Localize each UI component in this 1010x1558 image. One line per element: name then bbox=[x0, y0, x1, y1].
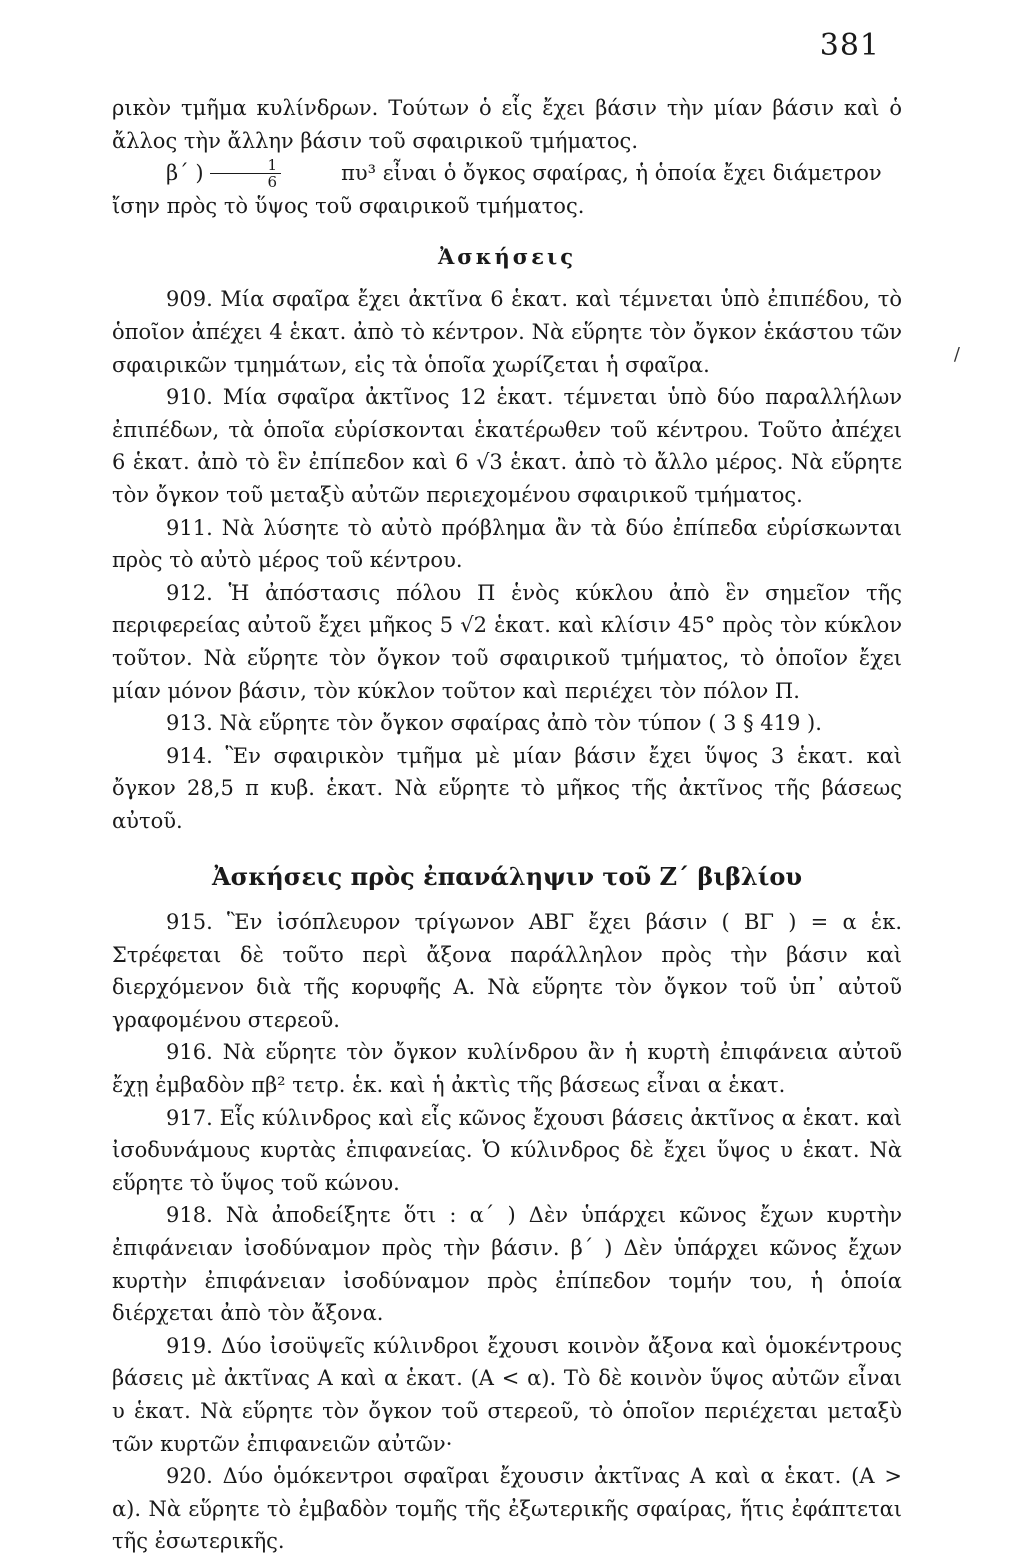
exercise-912: 912. Ἡ ἀπόστασις πόλου Π ἑνὸς κύκλου ἀπὸ ἓν σημεῖον τῆς περιφερείας αὐτοῦ ἔχει μῆκος 5 √2 ἑκατ. καὶ κλίσιν 45° πρὸς τὸν κύκλον τοῦτον. Νὰ εὕρητε τὸν ὄγκον τοῦ σφαιρικοῦ τμήματος, τὸ ὁποῖον ἔχει μίαν μόνον βάσιν, τὸν κύκλον τοῦτον καὶ περιέχει τὸν πόλον Π. bbox=[112, 580, 902, 703]
fraction-numerator: 1 bbox=[210, 157, 282, 174]
beta-line bbox=[112, 157, 902, 190]
margin-mark: / bbox=[953, 344, 960, 365]
exercise-918: 918. Νὰ ἀποδείξητε ὅτι : α΄ ) Δὲν ὑπάρχει κῶνος ἔχων κυρτὴν ἐπιφάνειαν ἰσοδύναμον πρὸς τὴν βάσιν. β΄ ) Δὲν ὑπάρχει κῶνος ἔχων κυρτὴν ἐπιφάνειαν ἰσοδύναμον πρὸς ἐπίπεδον τομήν του, ἡ ὁποία διέρχεται ἀπὸ τὸν ἄξονα. bbox=[112, 1203, 902, 1326]
section-heading-review: Ἀσκήσεις πρὸς ἐπανάληψιν τοῦ Ζ΄ βιβλίου bbox=[212, 862, 802, 892]
exercise-915: 915. Ἓν ἰσόπλευρον τρίγωνον ΑΒΓ ἔχει βάσιν ( ΒΓ ) = α ἑκ. Στρέφεται δὲ τοῦτο περὶ ἄξονα παράλληλον πρὸς τὴν βάσιν καὶ διερχόμενον διὰ τῆς κορυφῆς Α. Νὰ εὕρητε τὸν ὄγκον τοῦ ὑπ᾽ αὐτοῦ γραφομένου στερεοῦ. bbox=[112, 910, 902, 1032]
page-body bbox=[112, 92, 902, 1558]
fraction bbox=[210, 157, 282, 190]
exercise-917: 917. Εἷς κύλινδρος καὶ εἷς κῶνος ἔχουσι βάσεις ἀκτῖνος α ἑκατ. καὶ ἰσοδυνάμους κυρτὰς ἐπιφανείας. Ὁ κύλινδρος δὲ ἔχει ὕψος υ ἑκατ. Νὰ εὕρητε τὸ ὕψος τοῦ κώνου. bbox=[112, 1105, 902, 1195]
exercise-919: 919. Δύο ἰσοϋψεῖς κύλινδροι ἔχουσι κοινὸν ἄξονα καὶ ὁμοκέντρους βάσεις μὲ ἀκτῖνας Α καὶ α ἑκατ. (Α < α). Τὸ δὲ κοινὸν ὕψος αὐτῶν εἶναι υ ἑκατ. Νὰ εὕρητε τὸν ὄγκον τοῦ στερεοῦ, τὸ ὁποῖον περιέχεται μεταξὺ τῶν κυρτῶν ἐπιφανειῶν αὐτῶν· bbox=[112, 1333, 902, 1456]
exercise-913: 913. Νὰ εὕρητε τὸν ὄγκον σφαίρας ἀπὸ τὸν τύπον ( 3 § 419 ). bbox=[166, 711, 822, 736]
intro-paragraph: ρικὸν τμῆμα κυλίνδρων. Τούτων ὁ εἷς ἔχει βάσιν τὴν μίαν βάσιν καὶ ὁ ἄλλος τὴν ἄλλην βάσιν τοῦ σφαιρικοῦ τμήματος. bbox=[112, 96, 902, 153]
beta-text: πυ³ εἶναι ὁ ὄγκος σφαίρας, ἡ ὁποία ἔχει διάμετρον bbox=[341, 161, 882, 186]
exercise-909: 909. Μία σφαῖρα ἔχει ἀκτῖνα 6 ἑκατ. καὶ τέμνεται ὑπὸ ἐπιπέδου, τὸ ὁποῖον ἀπέχει 4 ἑκατ. ἀπὸ τὸ κέντρον. Νὰ εὕρητε τὸν ὄγκον ἑκάστου τῶν σφαιρικῶν τμημάτων, εἰς τὰ ὁποῖα χωρίζεται ἡ σφαῖρα. bbox=[112, 287, 902, 377]
exercise-910: 910. Μία σφαῖρα ἀκτῖνος 12 ἑκατ. τέμνεται ὑπὸ δύο παραλλήλων ἐπιπέδων, τὰ ὁποῖα εὑρίσκονται ἑκατέρωθεν τοῦ κέντρου. Τοῦτο ἀπέχει 6 ἑκατ. ἀπὸ τὸ ἓν ἐπίπεδον καὶ 6 √3 ἑκατ. ἀπὸ τὸ ἄλλο μέρος. Νὰ εὕρητε τὸν ὄγκον τοῦ μεταξὺ αὐτῶν περιεχομένου σφαιρικοῦ τμήματος. bbox=[112, 385, 902, 507]
fraction-denominator: 6 bbox=[267, 173, 278, 192]
exercise-914: 914. Ἓν σφαιρικὸν τμῆμα μὲ μίαν βάσιν ἔχει ὕψος 3 ἑκατ. καὶ ὄγκον 28,5 π κυβ. ἑκατ. Νὰ εὕρητε τὸ μῆκος τῆς ἀκτῖνος τῆς βάσεως αὐτοῦ. bbox=[112, 743, 902, 833]
beta-label: β΄ ) bbox=[166, 161, 204, 186]
page-number: 381 bbox=[819, 28, 880, 63]
beta-text-continued: ἴσην πρὸς τὸ ὕψος τοῦ σφαιρικοῦ τμήματος. bbox=[112, 194, 585, 219]
exercise-916: 916. Νὰ εὕρητε τὸν ὄγκον κυλίνδρου ἂν ἡ κυρτὴ ἐπιφάνεια αὐτοῦ ἔχῃ ἐμβαδὸν πβ² τετρ. ἑκ. καὶ ἡ ἀκτὶς τῆς βάσεως εἶναι α ἑκατ. bbox=[112, 1040, 902, 1098]
exercise-911: 911. Νὰ λύσητε τὸ αὐτὸ πρόβλημα ἂν τὰ δύο ἐπίπεδα εὑρίσκωνται πρὸς τὸ αὐτὸ μέρος τοῦ κέντρου. bbox=[112, 515, 902, 573]
section-heading-exercises: Ἀσκήσεις bbox=[438, 243, 576, 269]
exercise-920: 920. Δύο ὁμόκεντροι σφαῖραι ἔχουσιν ἀκτῖνας Α καὶ α ἑκατ. (Α > α). Νὰ εὕρητε τὸ ἐμβαδὸν τομῆς τῆς ἐξωτερικῆς σφαίρας, ἥτις ἐφάπτεται τῆς ἐσωτερικῆς. bbox=[112, 1464, 902, 1554]
